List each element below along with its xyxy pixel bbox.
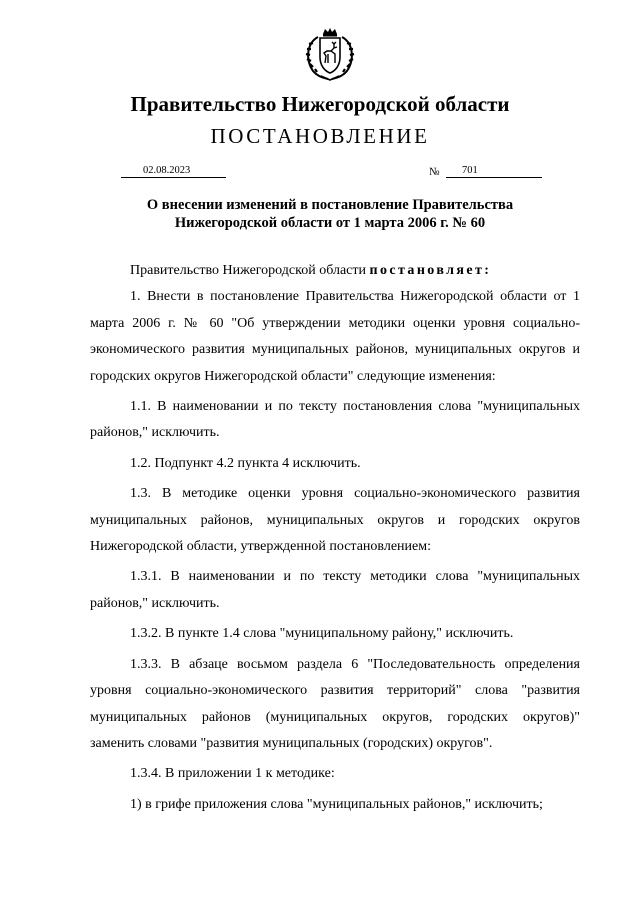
paragraph-1-1: 1.1. В наименовании и по тексту постановления слова "муниципальных районов," исключить. xyxy=(90,399,580,441)
paragraph-1-3-2: 1.3.2. В пункте 1.4 слова "муниципальному району," исключить. xyxy=(130,626,514,642)
organization-title: Правительство Нижегородской области xyxy=(130,92,510,116)
subject-line-2: Нижегородской области от 1 марта 2006 г. № 60 xyxy=(174,215,486,231)
coat-of-arms-icon xyxy=(301,27,359,81)
number-sign: № xyxy=(429,166,440,178)
paragraph-1-3-1: 1.3.1. В наименовании и по тексту методики слова "муниципальных районов," исключить. xyxy=(90,569,580,611)
document-number: 701 xyxy=(446,164,542,178)
paragraph-1-3: 1.3. В методике оценки уровня социально-экономического развития муниципальных районов, муниципальных округов и городских округов Нижегородской области, утвержденной постановлением: xyxy=(90,486,580,555)
intro-paragraph xyxy=(90,258,580,284)
paragraph-1-2: 1.2. Подпункт 4.2 пункта 4 исключить. xyxy=(130,455,361,471)
document-body xyxy=(90,258,580,818)
paragraph-1-3-4-item-1: 1) в грифе приложения слова "муниципальных районов," исключить; xyxy=(130,796,543,812)
paragraph-1: 1. Внести в постановление Правительства Нижегородской области от 1 марта 2006 г. № 60 "Об утверждении методики оценки уровня социально-экономического развития муниципальных районов, муниципальных округов и городских округов Нижегородской области" следующие изменения: xyxy=(90,289,580,384)
document-date: 02.08.2023 xyxy=(121,164,226,178)
paragraph-1-3-3: 1.3.3. В абзаце восьмом раздела 6 "Последовательность определения уровня социально-экономического развития территорий" слова "развития муниципальных районов (муниципальных округов, городских округов)" заменить словами "развития муниципальных (городских) округов". xyxy=(90,656,580,751)
document-type: ПОСТАНОВЛЕНИЕ xyxy=(210,124,430,148)
intro-prefix: Правительство Нижегородской области xyxy=(130,263,366,278)
subject-line-1: О внесении изменений в постановление Правительства xyxy=(146,197,514,213)
intro-action: постановляет: xyxy=(369,263,492,278)
document-subject xyxy=(80,196,580,232)
paragraph-1-3-4: 1.3.4. В приложении 1 к методике: xyxy=(130,766,335,782)
